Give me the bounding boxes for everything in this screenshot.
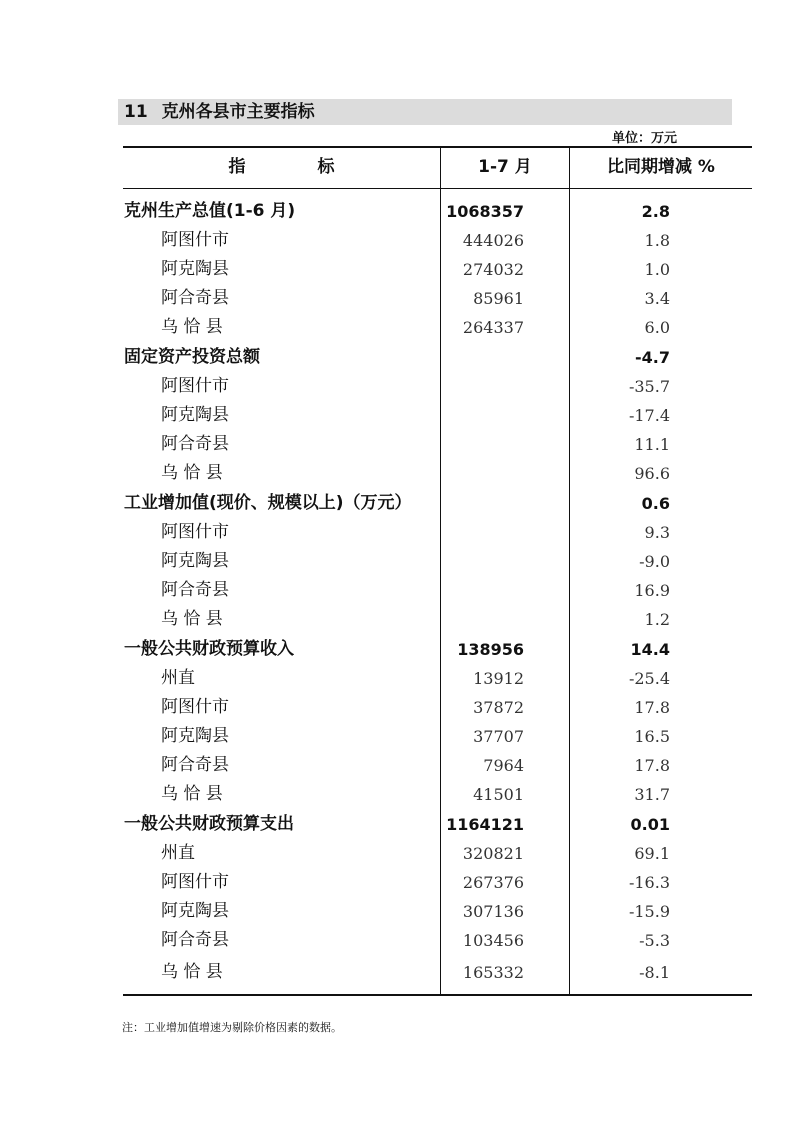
row-change: 16.5 — [634, 727, 670, 746]
row-value: 138956 — [457, 640, 524, 659]
row-label: 州直 — [161, 668, 195, 688]
row-value: 37707 — [473, 727, 524, 746]
row-value: 264337 — [462, 318, 524, 337]
table-row — [0, 605, 793, 634]
table-row — [0, 664, 793, 693]
table-row — [0, 343, 793, 372]
table-row — [0, 489, 793, 518]
table-title-text: 克州各县市主要指标 — [161, 102, 315, 122]
table-row — [0, 518, 793, 547]
table-row — [0, 839, 793, 868]
row-label: 阿图什市 — [161, 522, 229, 542]
row-label: 阿合奇县 — [161, 755, 229, 775]
row-value: 103456 — [462, 931, 524, 950]
row-label: 阿图什市 — [161, 230, 229, 250]
row-change: 9.3 — [644, 523, 670, 542]
row-change: 16.9 — [634, 581, 670, 600]
row-change: -5.3 — [639, 931, 670, 950]
row-value: 1164121 — [446, 815, 524, 834]
row-label: 固定资产投资总额 — [124, 347, 260, 367]
row-label: 阿合奇县 — [161, 580, 229, 600]
row-label: 乌 恰 县 — [161, 609, 223, 629]
row-change: 31.7 — [634, 785, 670, 804]
row-label: 乌 恰 县 — [161, 463, 223, 483]
table-row — [0, 401, 793, 430]
header-indicator-char-2: 标 — [317, 157, 335, 177]
row-value: 165332 — [462, 963, 524, 982]
footnote: 注：工业增加值增速为剔除价格因素的数据。 — [122, 1021, 342, 1034]
row-change: -25.4 — [628, 669, 670, 688]
row-value: 307136 — [462, 902, 524, 921]
row-value: 274032 — [462, 260, 524, 279]
row-change: 17.8 — [634, 756, 670, 775]
row-value: 13912 — [473, 669, 524, 688]
table-row — [0, 722, 793, 751]
row-value: 320821 — [462, 844, 524, 863]
row-label: 阿图什市 — [161, 376, 229, 396]
row-value: 41501 — [473, 785, 524, 804]
table-row — [0, 284, 793, 313]
row-change: -16.3 — [628, 873, 670, 892]
row-value: 85961 — [473, 289, 524, 308]
table-row — [0, 897, 793, 926]
row-label: 一般公共财政预算收入 — [124, 639, 294, 659]
table-row — [0, 958, 793, 987]
row-label: 阿克陶县 — [161, 901, 229, 921]
table-number: 11 — [124, 102, 148, 122]
row-value: 267376 — [462, 873, 524, 892]
table-row — [0, 313, 793, 342]
table-row — [0, 926, 793, 955]
row-change: 2.8 — [641, 202, 670, 221]
row-change: -15.9 — [628, 902, 670, 921]
row-label: 乌 恰 县 — [161, 962, 223, 982]
row-label: 阿克陶县 — [161, 726, 229, 746]
row-value: 1068357 — [446, 202, 524, 221]
row-label: 阿图什市 — [161, 697, 229, 717]
table-row — [0, 576, 793, 605]
row-label: 一般公共财政预算支出 — [124, 814, 294, 834]
row-label: 州直 — [161, 843, 195, 863]
table-row — [0, 868, 793, 897]
header-indicator-char-1: 指 — [228, 157, 246, 177]
row-change: 1.8 — [644, 231, 670, 250]
row-label: 阿克陶县 — [161, 259, 229, 279]
row-label: 阿图什市 — [161, 872, 229, 892]
table-row — [0, 197, 793, 226]
row-label: 克州生产总值(1-6 月) — [124, 201, 296, 221]
row-label: 乌 恰 县 — [161, 784, 223, 804]
row-change: 1.0 — [644, 260, 670, 279]
row-change: 17.8 — [634, 698, 670, 717]
row-label: 阿合奇县 — [161, 434, 229, 454]
row-change: 3.4 — [644, 289, 670, 308]
row-value: 37872 — [473, 698, 524, 717]
table-row — [0, 547, 793, 576]
row-label: 工业增加值(现价、规模以上)（万元） — [124, 493, 412, 513]
row-value: 444026 — [462, 231, 524, 250]
row-change: 14.4 — [630, 640, 670, 659]
row-change: 0.01 — [630, 815, 670, 834]
row-change: 11.1 — [634, 435, 670, 454]
header-period: 1-7 月 — [478, 157, 532, 177]
table-row — [0, 430, 793, 459]
row-change: -35.7 — [628, 377, 670, 396]
row-change: 1.2 — [644, 610, 670, 629]
row-label: 阿合奇县 — [161, 288, 229, 308]
row-label: 阿合奇县 — [161, 930, 229, 950]
row-change: 0.6 — [641, 494, 670, 513]
row-label: 乌 恰 县 — [161, 317, 223, 337]
row-change: -4.7 — [635, 348, 670, 367]
row-change: -17.4 — [628, 406, 670, 425]
table-row — [0, 635, 793, 664]
unit-label: 单位：万元 — [612, 131, 678, 146]
table-row — [0, 810, 793, 839]
table-row — [0, 255, 793, 284]
row-change: 96.6 — [634, 464, 670, 483]
table-row — [0, 459, 793, 488]
row-label: 阿克陶县 — [161, 551, 229, 571]
row-change: -9.0 — [639, 552, 670, 571]
table-row — [0, 372, 793, 401]
table-row — [0, 780, 793, 809]
table-row — [0, 693, 793, 722]
table-row — [0, 751, 793, 780]
table-row — [0, 226, 793, 255]
header-change: 比同期增减 % — [607, 157, 715, 177]
row-change: 69.1 — [634, 844, 670, 863]
row-value: 7964 — [483, 756, 524, 775]
row-label: 阿克陶县 — [161, 405, 229, 425]
row-change: -8.1 — [639, 963, 670, 982]
row-change: 6.0 — [644, 318, 670, 337]
